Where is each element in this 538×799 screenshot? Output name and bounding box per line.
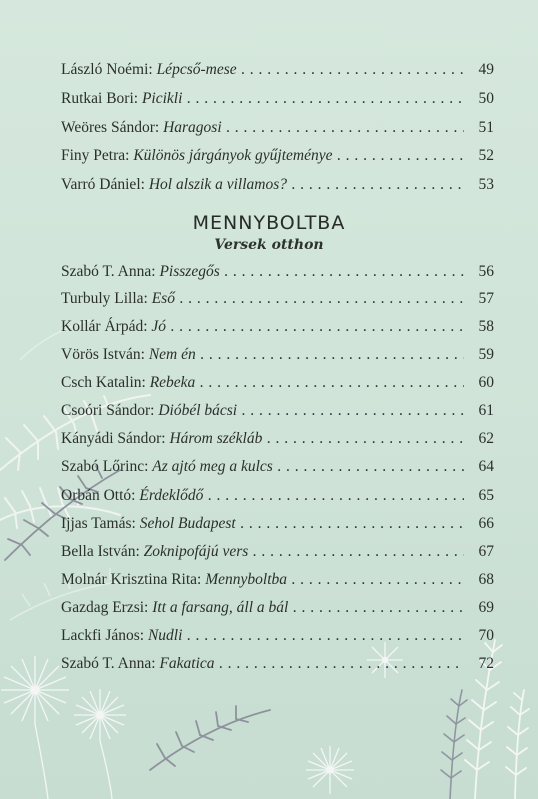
toc-page-number: 59 [478, 346, 494, 363]
toc-entry [61, 568, 494, 592]
toc-entry [61, 144, 494, 168]
toc-author: Gazdag Erzsi: [61, 599, 149, 616]
toc-title: Jó [151, 318, 167, 335]
toc-author: Szabó T. Anna: [61, 655, 156, 672]
toc-page-number: 70 [478, 627, 494, 644]
toc-author: László Noémi: [61, 61, 153, 78]
section-title: MENNYBOLTBA [192, 212, 346, 234]
toc-page-number: 67 [478, 543, 494, 560]
toc-page-number: 50 [478, 90, 494, 107]
toc-author: Szabó Lőrinc: [61, 458, 149, 475]
toc-title: Sehol Budapest [139, 515, 236, 532]
toc-author: Finy Petra: [61, 147, 130, 164]
toc-author: Szabó T. Anna: [61, 263, 156, 280]
toc-title: Zoknipofájú vers [143, 543, 249, 560]
toc-page-number: 66 [478, 515, 494, 532]
toc-author: Vörös István: [61, 346, 145, 363]
toc-title: Rebeka [149, 374, 196, 391]
toc-author: Csch Katalin: [61, 374, 146, 391]
toc-entry [61, 624, 494, 648]
toc-author: Bella István: [61, 543, 140, 560]
toc-entry [61, 287, 494, 311]
toc-author: Weöres Sándor: [61, 119, 160, 136]
toc-entry [61, 173, 494, 197]
toc-entry [61, 512, 494, 536]
toc-author: Kányádi Sándor: [61, 430, 166, 447]
toc-page-number: 64 [478, 458, 494, 475]
toc-entry [61, 427, 494, 451]
toc-page-number: 56 [478, 263, 494, 280]
toc-author: Rutkai Bori: [61, 90, 139, 107]
toc-page-number: 52 [478, 147, 494, 164]
toc-title: Érdeklődő [139, 487, 204, 504]
toc-title: Hol alszik a villamos? [148, 176, 288, 193]
toc-page-number: 62 [478, 430, 494, 447]
toc-page-number: 65 [478, 487, 494, 504]
toc-entry [61, 343, 494, 367]
toc-title: Eső [151, 290, 175, 307]
toc-title: Fakatica [159, 655, 215, 672]
toc-title: Nem én [148, 346, 196, 363]
toc-author: Varró Dániel: [61, 176, 145, 193]
toc-page-number: 68 [478, 571, 494, 588]
toc-entry [61, 58, 494, 82]
toc-entry [61, 87, 494, 111]
toc-page-number: 58 [478, 318, 494, 335]
toc-entry [61, 652, 494, 676]
toc-page-number: 57 [478, 290, 494, 307]
toc-entry [61, 484, 494, 508]
toc-author: Molnár Krisztina Rita: [61, 571, 202, 588]
toc-entry [61, 116, 494, 140]
toc-entry [61, 399, 494, 423]
toc-page-number: 60 [478, 374, 494, 391]
toc-author: Lackfi János: [61, 627, 145, 644]
toc-page-number: 49 [478, 61, 494, 78]
toc-author: Ijjas Tamás: [61, 515, 136, 532]
toc-page-number: 61 [478, 402, 494, 419]
toc-entry [61, 455, 494, 479]
toc-title: Dióbél bácsi [158, 402, 238, 419]
toc-page-number: 53 [478, 176, 494, 193]
toc-title: Különös járgányok gyűjteménye [133, 147, 333, 164]
toc-title: Nudli [147, 627, 183, 644]
toc-page-number: 72 [478, 655, 494, 672]
toc-author: Csoóri Sándor: [61, 402, 155, 419]
toc-title: Lépcső-mese [156, 61, 237, 78]
toc-author: Kollár Árpád: [61, 318, 148, 335]
toc-page-number: 51 [478, 119, 494, 136]
toc-author: Orbán Ottó: [61, 487, 136, 504]
toc-title: Három székláb [169, 430, 263, 447]
toc-title: Picikli [141, 90, 183, 107]
toc-entry [61, 260, 494, 284]
section-subtitle: Versek otthon [214, 237, 324, 253]
toc-title: Haragosi [163, 119, 222, 136]
toc-entry [61, 540, 494, 564]
toc-page-number: 69 [478, 599, 494, 616]
toc-entry [61, 315, 494, 339]
toc-title: Mennyboltba [205, 571, 288, 588]
toc-title: Az ajtó meg a kulcs [152, 458, 273, 475]
toc-entry [61, 371, 494, 395]
toc-entry [61, 596, 494, 620]
toc-title: Itt a farsang, áll a bál [152, 599, 289, 616]
toc-author: Turbuly Lilla: [61, 290, 148, 307]
toc-title: Pisszegős [159, 263, 220, 280]
